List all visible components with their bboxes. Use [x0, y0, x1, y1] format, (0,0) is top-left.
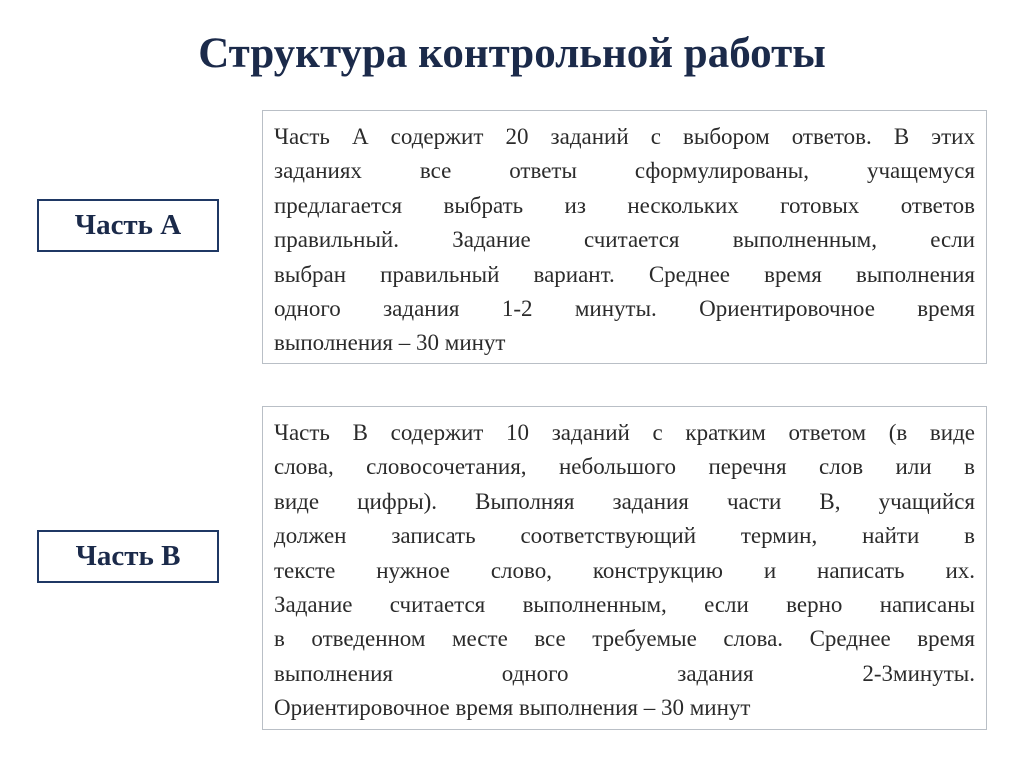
- text-line: виде цифры). Выполняя задания части В, учащийся: [274, 488, 975, 514]
- text-line: предлагается выбрать из нескольких готовых ответов: [274, 192, 975, 218]
- part-b-description: [262, 406, 987, 730]
- text-line: правильный. Задание считается выполненным, если: [274, 227, 975, 253]
- text-line: выбран правильный вариант. Среднее время выполнения: [274, 261, 975, 287]
- text-line: должен записать соответствующий термин, найти в: [274, 523, 975, 549]
- text-line: слова, словосочетания, небольшого перечня слов или в: [274, 454, 975, 480]
- part-b-label: Часть В: [37, 530, 219, 583]
- part-a-description: [262, 110, 987, 364]
- text-line: Задание считается выполненным, если верно написаны: [274, 591, 975, 617]
- text-line: выполнения одного задания 2-3минуты.: [274, 660, 975, 686]
- text-line: заданиях все ответы сформулированы, учащемуся: [274, 158, 975, 184]
- text-line: одного задания 1-2 минуты. Ориентировочное время: [274, 295, 975, 321]
- text-line: Часть В содержит 10 заданий с кратким ответом (в виде: [274, 420, 975, 445]
- text-line: в отведенном месте все требуемые слова. Среднее время: [274, 626, 975, 652]
- slide-title: Структура контрольной работы: [198, 30, 826, 77]
- part-a-label: Часть А: [37, 199, 219, 252]
- text-line: Ориентировочное время выполнения – 30 минут: [274, 695, 751, 721]
- text-line: Часть А содержит 20 заданий с выбором ответов. В этих: [274, 124, 975, 149]
- text-line: выполнения – 30 минут: [274, 330, 506, 356]
- text-line: тексте нужное слово, конструкцию и написать их.: [274, 557, 975, 583]
